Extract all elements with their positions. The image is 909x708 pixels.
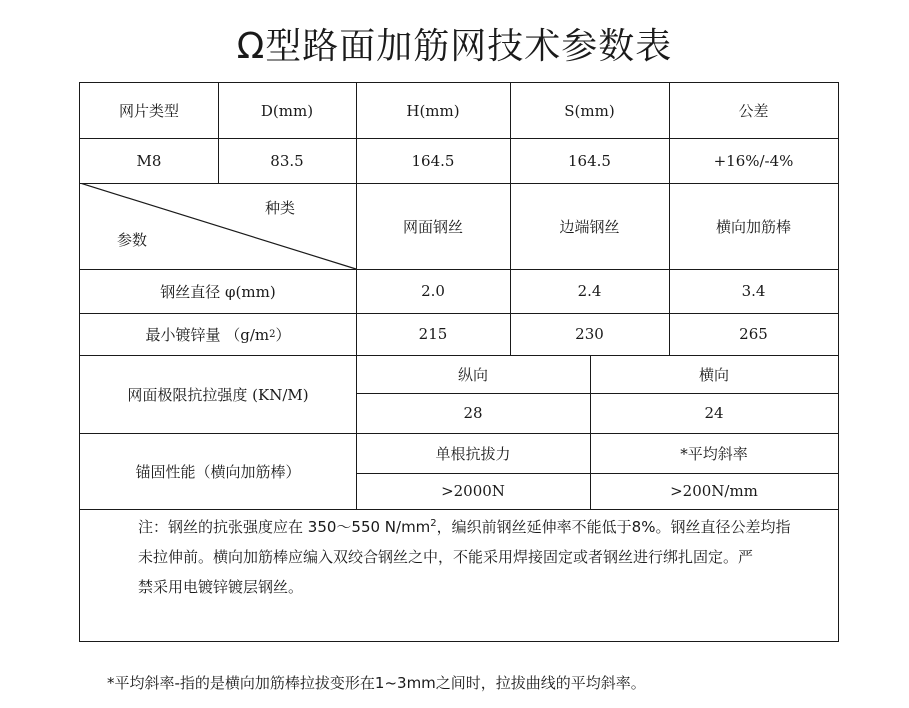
strength-sub1: 纵向 [457, 365, 488, 384]
zinc-v3: 265 [739, 325, 768, 343]
zinc-label-suffix: ） [275, 325, 291, 344]
diameter-label: 钢丝直径 φ(mm) [160, 282, 276, 301]
footnote: *平均斜率-指的是横向加筋棒拉拔变形在1~3mm之间时，拉拔曲线的平均斜率。 [107, 674, 646, 692]
m8-s: 164.5 [568, 151, 611, 170]
zinc-v2: 230 [575, 325, 604, 343]
header-type: 网片类型 [118, 102, 179, 120]
param-col2: 边端钢丝 [559, 217, 620, 236]
param-param-label: 参数 [116, 230, 147, 249]
note-line-2: 未拉伸前。横向加筋棒应编入双绞合钢丝之中，不能采用焊接固定或者钢丝进行绑扎固定。严 [138, 548, 754, 566]
diameter-v1: 2.0 [421, 282, 445, 300]
strength-v1: 28 [463, 404, 483, 422]
diameter-v3: 3.4 [741, 282, 766, 300]
zinc-label-prefix: 最小镀锌量 （g/m [145, 325, 270, 344]
anchor-v2: >200N/mm [670, 482, 758, 500]
anchor-sub1: 单根抗拔力 [435, 444, 511, 463]
zinc-v1: 215 [418, 325, 448, 343]
header-h: H(mm) [406, 101, 460, 120]
param-col1: 网面钢丝 [402, 217, 463, 236]
anchor-label: 锚固性能（横向加筋棒） [135, 462, 301, 481]
header-s: S(mm) [564, 101, 615, 120]
zinc-label-sup: 2 [269, 328, 276, 340]
zinc-label [80, 313, 356, 355]
strength-sub2: 横向 [698, 365, 729, 384]
note-line-3: 禁采用电镀锌镀层钢丝。 [138, 578, 304, 596]
note-block [138, 509, 828, 602]
header-tolerance: 公差 [738, 102, 769, 120]
note-line-1b: ，编织前钢丝延伸率不能低于8%。钢丝直径公差均指 [436, 518, 791, 536]
strength-v2: 24 [704, 404, 724, 422]
note-line-1 [138, 509, 828, 542]
note-line-1a: 注：钢丝的抗张强度应在 350～550 N/mm [138, 518, 431, 536]
anchor-v1: >2000N [441, 482, 505, 500]
diameter-v2: 2.4 [577, 282, 602, 300]
m8-tolerance: +16%/-4% [713, 151, 794, 170]
m8-d: 83.5 [270, 151, 304, 170]
param-col3: 横向加筋棒 [715, 217, 791, 236]
strength-label: 网面极限抗拉强度 (KN/M) [127, 385, 309, 404]
param-kind-label: 种类 [264, 198, 295, 217]
anchor-sub2: *平均斜率 [680, 444, 748, 463]
m8-h: 164.5 [411, 151, 455, 170]
header-d: D(mm) [260, 101, 314, 120]
page-title: Ω型路面加筋网技术参数表 [236, 26, 673, 67]
parameter-table [79, 82, 839, 642]
m8-type: M8 [136, 151, 162, 170]
note-line-1-sup: 2 [430, 518, 437, 529]
